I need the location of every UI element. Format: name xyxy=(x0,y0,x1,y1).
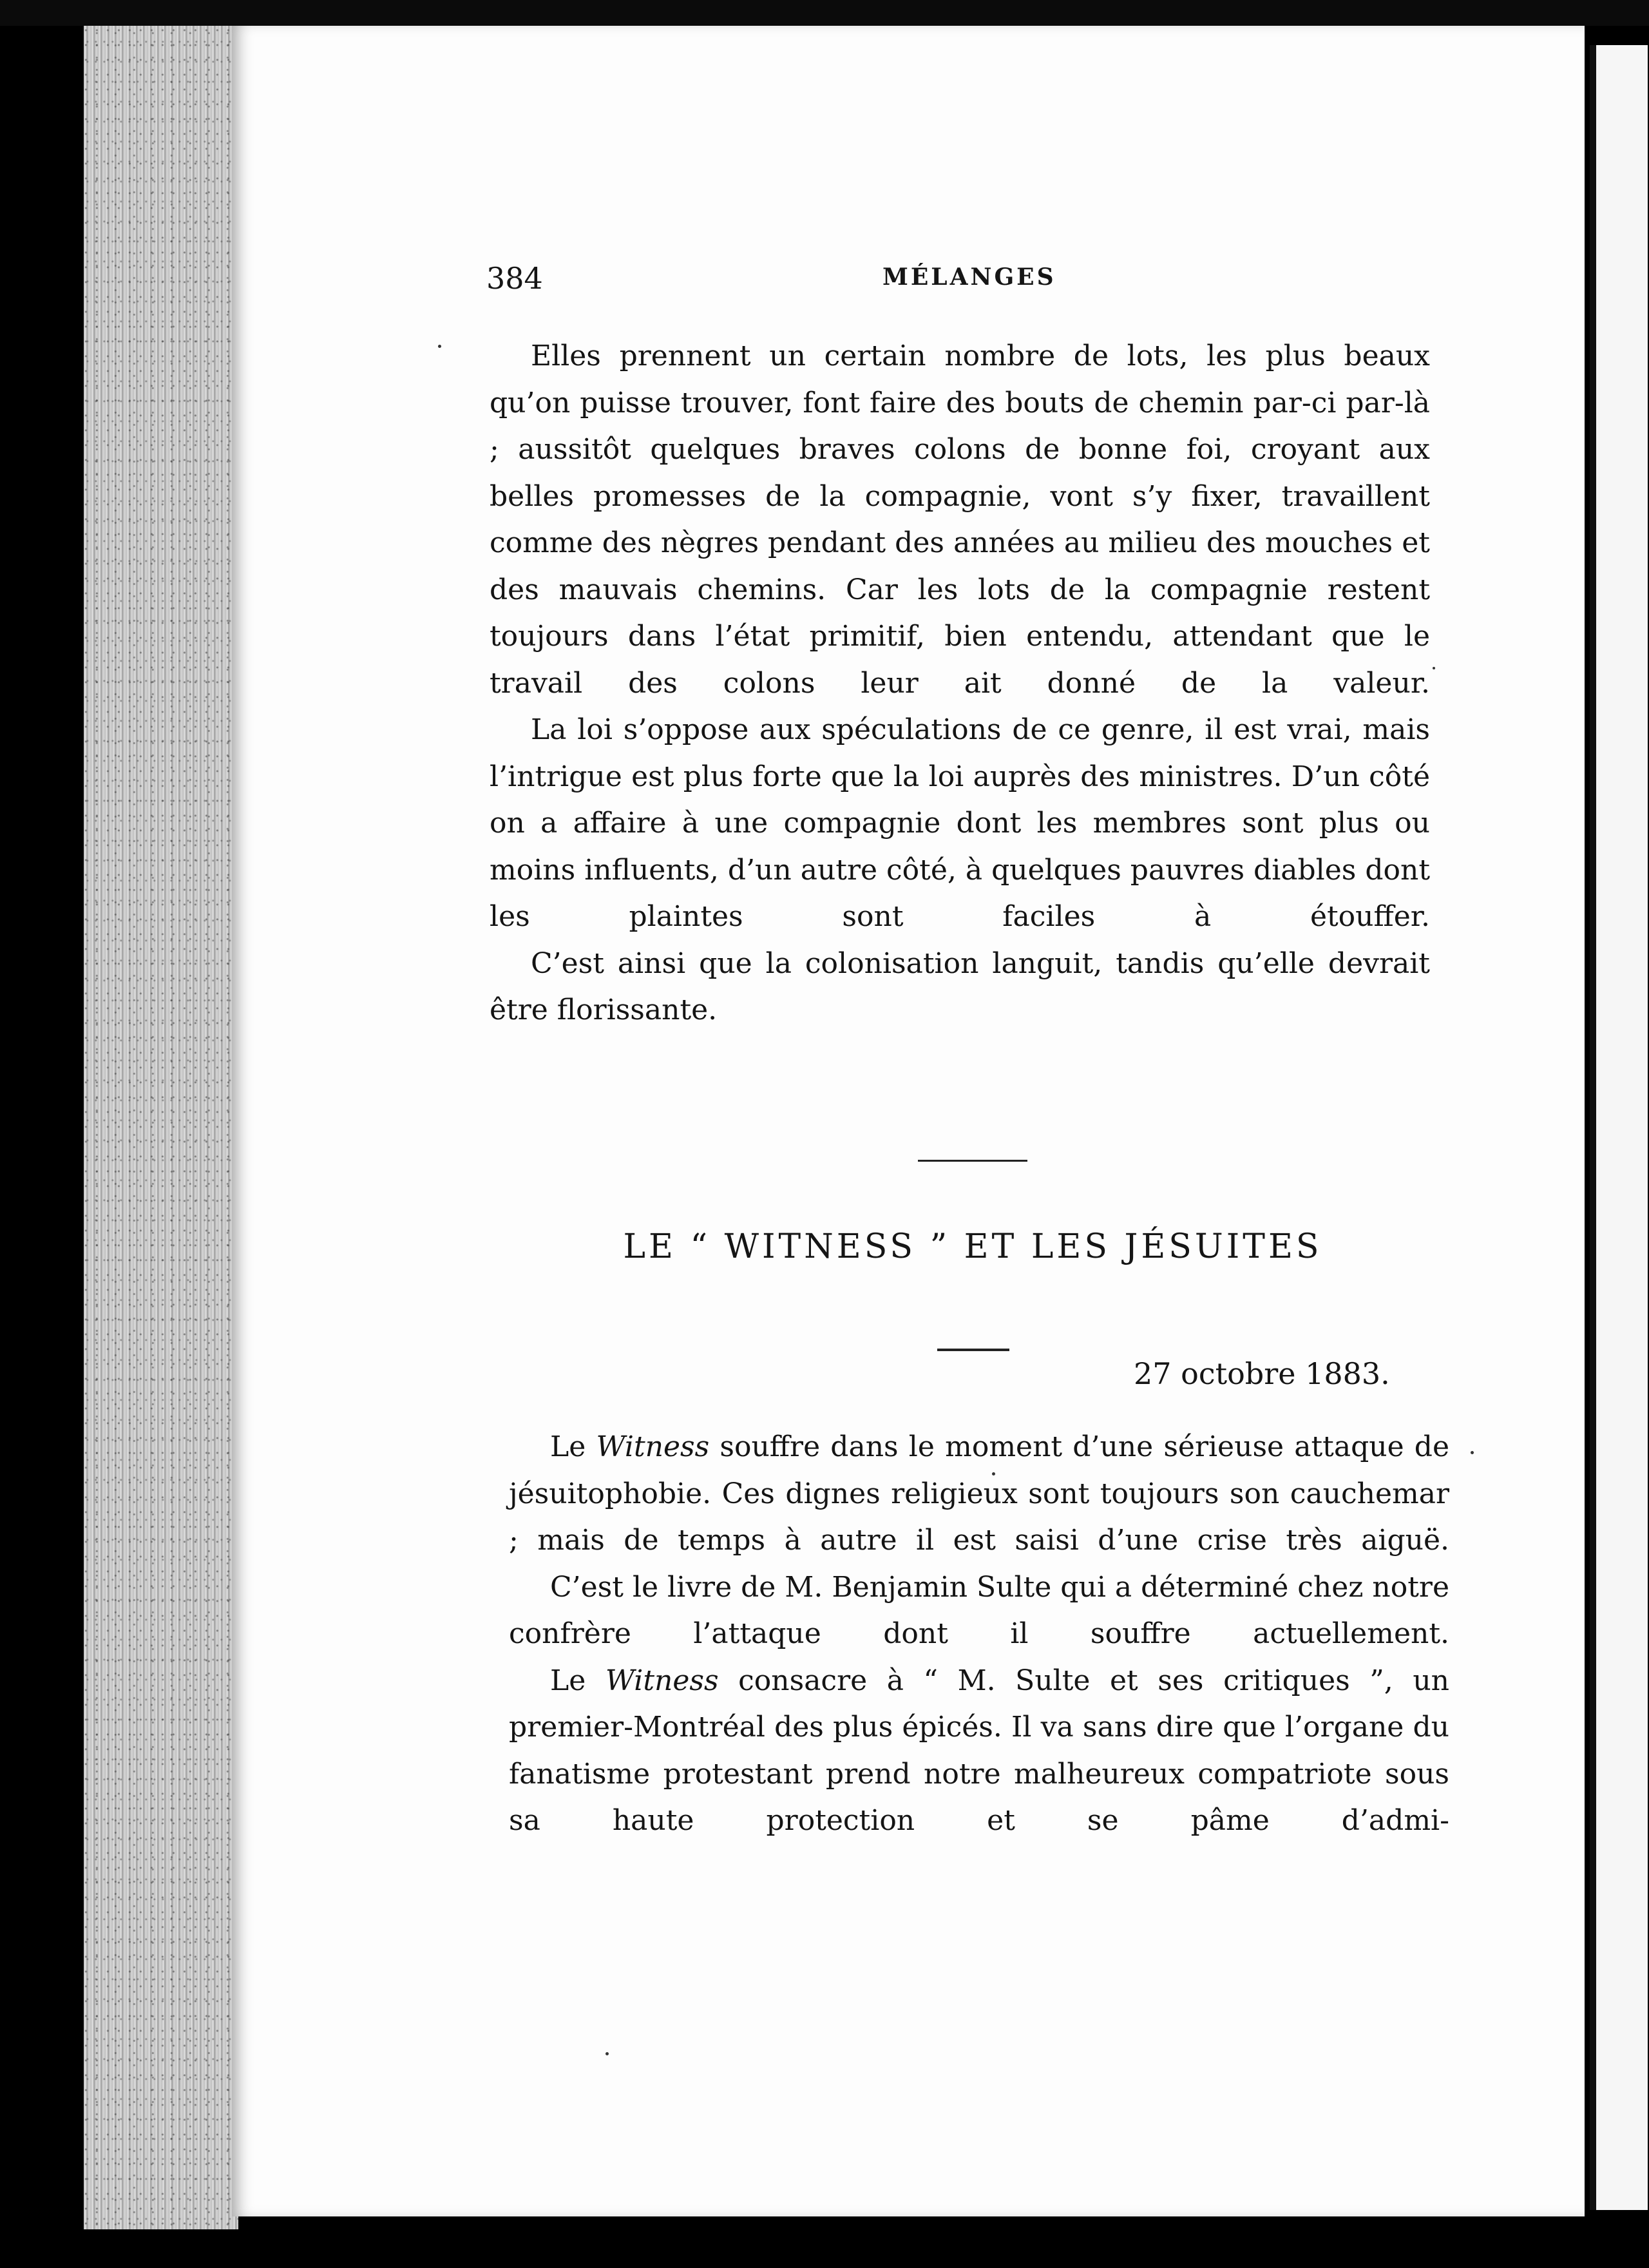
paragraph: La loi s’oppose aux spéculations de ce genre, il est vrai, mais l’intrigue est plus forte que la loi auprès des ministres. D’un côté on a affaire à une compagnie dont les membres sont plus ou moins influents, d’un autre côté, à quelques pauvres diables dont les plaintes sont faciles à étouffer. xyxy=(490,713,1431,933)
paragraph: C’est ainsi que la colonisation languit, tandis qu’elle devrait être florissante. xyxy=(490,947,1430,1026)
section-divider xyxy=(918,1160,1027,1162)
facing-page-edge xyxy=(1590,45,1648,2210)
italic-title: Witness xyxy=(605,1664,719,1697)
italic-title: Witness xyxy=(596,1430,710,1463)
text-run: souffre dans le moment d’une sérieuse attaque de jésuitophobie. Ces dignes religieux sont toujours son cauchemar ; mais de temps à autre il est saisi d’une crise très aiguë. xyxy=(509,1430,1450,1557)
scan-speck xyxy=(1471,1451,1474,1454)
scan-speck xyxy=(1433,667,1435,669)
section-title: LE “ WITNESS ” ET LES JÉSUITES xyxy=(623,1227,1322,1266)
dateline: 27 octobre 1883. xyxy=(1134,1356,1390,1391)
second-section-text xyxy=(509,1424,1449,1845)
paragraph: C’est le livre de M. Benjamin Sulte qui a déterminé chez notre confrère l’attaque dont il souffre actuellement. xyxy=(509,1570,1449,1650)
text-run: Le xyxy=(550,1430,596,1463)
running-head xyxy=(486,261,1453,300)
paragraph: Elles prennent un certain nombre de lots, les plus beaux qu’on puisse trouver, font faire des bouts de chemin par-ci par-là ; aussitôt quelques braves colons de bonne foi, croyant aux belles promesses de la compagnie, vont s’y fixer, travaillent comme des nègres pendant des années au milieu des mouches et des mauvais chemins. Car les lots de la compagnie restent toujours dans l’état primitif, bien entendu, attendant que le travail des colons leur ait donné de la valeur. xyxy=(490,340,1430,700)
running-title: MÉLANGES xyxy=(882,264,1056,291)
paragraph xyxy=(509,1424,1449,1564)
scan-top-border xyxy=(0,0,1649,26)
scan-speck xyxy=(992,1472,995,1475)
scan-speck xyxy=(438,345,441,348)
page-edge-speckle xyxy=(84,26,238,2229)
text-run: consacre à “ M. Sulte et ses critiques ”, un premier-Montréal des plus épicés. Il va sans dire que l’organe du fanatisme protestant prend notre malheureux compatriote sous sa haute protection et se pâme d’admi- xyxy=(509,1664,1449,1837)
title-underline xyxy=(937,1349,1009,1351)
text-run: Le xyxy=(550,1664,605,1697)
first-section-text xyxy=(490,333,1430,1034)
paragraph xyxy=(509,1658,1449,1845)
page-number: 384 xyxy=(486,261,543,296)
scan-speck xyxy=(605,2052,609,2055)
